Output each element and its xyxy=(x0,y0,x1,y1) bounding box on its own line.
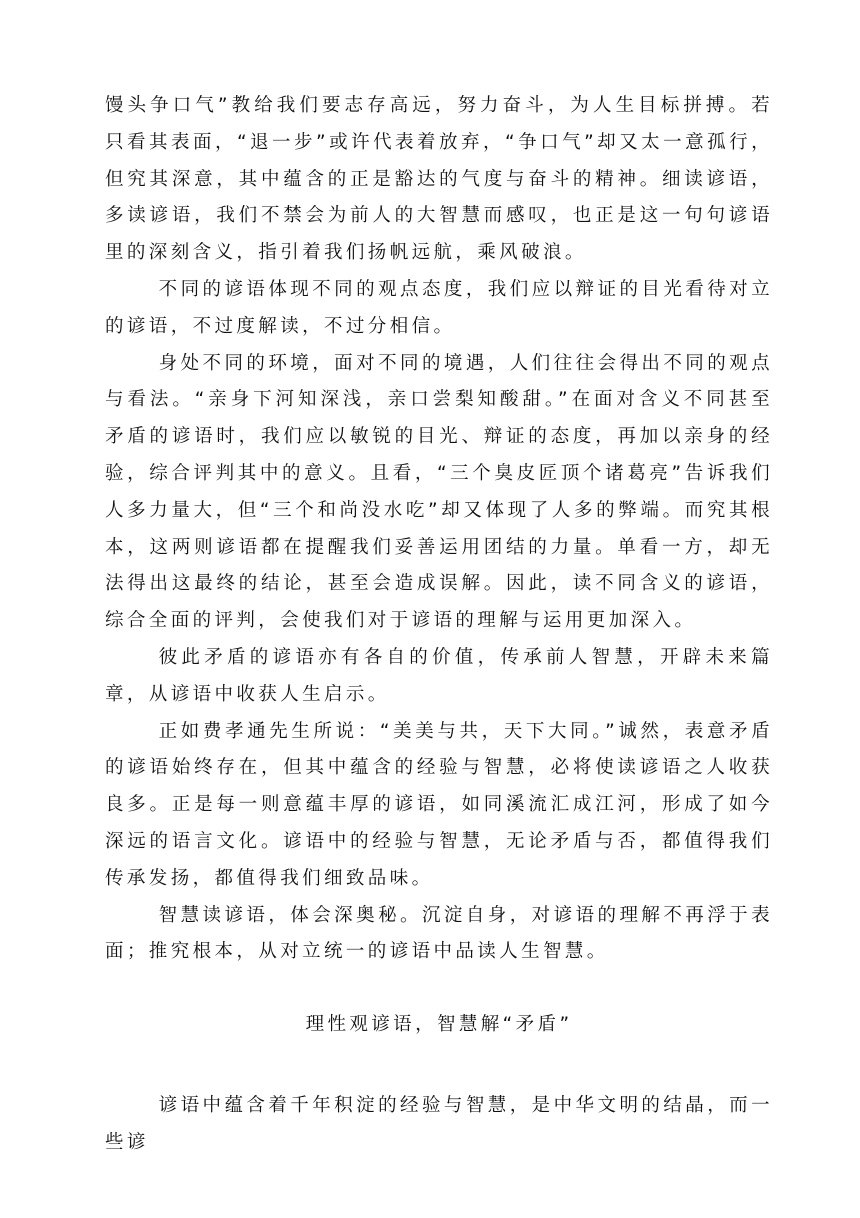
paragraph: 正如费孝通先生所说：“美美与共，天下大同。”诚然，表意矛盾的谚语始终存在，但其中蕴含的经验与智慧，必将使读谚语之人收获良多。正是每一则意蕴丰厚的谚语，如同溪流汇成江河，形成了如今深远的语言文化。谚语中的经验与智慧，无论矛盾与否，都值得我们传承发扬，都值得我们细致品味。 xyxy=(105,720,773,889)
paragraph-final: 谚语中蕴含着千年积淀的经验与智慧，是中华文明的结晶，而一些谚 xyxy=(105,1094,773,1153)
paragraph: 不同的谚语体现不同的观点态度，我们应以辩证的目光看待对立的谚语，不过度解读，不过分相信。 xyxy=(105,278,773,337)
paragraph: 身处不同的环境，面对不同的境遇，人们往往会得出不同的观点与看法。“亲身下河知深浅，亲口尝梨知酸甜。”在面对含义不同甚至矛盾的谚语时，我们应以敏锐的目光、辩证的态度，再加以亲身的经验，综合评判其中的意义。且看，“三个臭皮匠顶个诸葛亮”告诉我们人多力量大，但“三个和尚没水吃”却又体现了人多的弊端。而究其根本，这两则谚语都在提醒我们妥善运用团结的力量。单看一方，却无法得出这最终的结论，甚至会造成误解。因此，读不同含义的谚语，综合全面的评判，会使我们对于谚语的理解与运用更加深入。 xyxy=(105,352,773,632)
paragraph-continuation: 馒头争口气”教给我们要志存高远，努力奋斗，为人生目标拼搏。若只看其表面，“退一步”或许代表着放弃，“争口气”却又太一意孤行，但究其深意，其中蕴含的正是豁达的气度与奋斗的精神。细读谚语，多读谚语，我们不禁会为前人的大智慧而感叹，也正是这一句句谚语里的深刻含义，指引着我们扬帆远航，乘风破浪。 xyxy=(105,95,773,264)
essay-title: 理性观谚语，智慧解“矛盾” xyxy=(305,1014,573,1036)
paragraph: 彼此矛盾的谚语亦有各自的价值，传承前人智慧，开辟未来篇章，从谚语中收获人生启示。 xyxy=(105,646,773,705)
document-body xyxy=(105,88,773,1162)
paragraph: 智慧读谚语，体会深奥秘。沉淀自身，对谚语的理解不再浮于表面；推究根本，从对立统一的谚语中品读人生智慧。 xyxy=(105,904,773,963)
